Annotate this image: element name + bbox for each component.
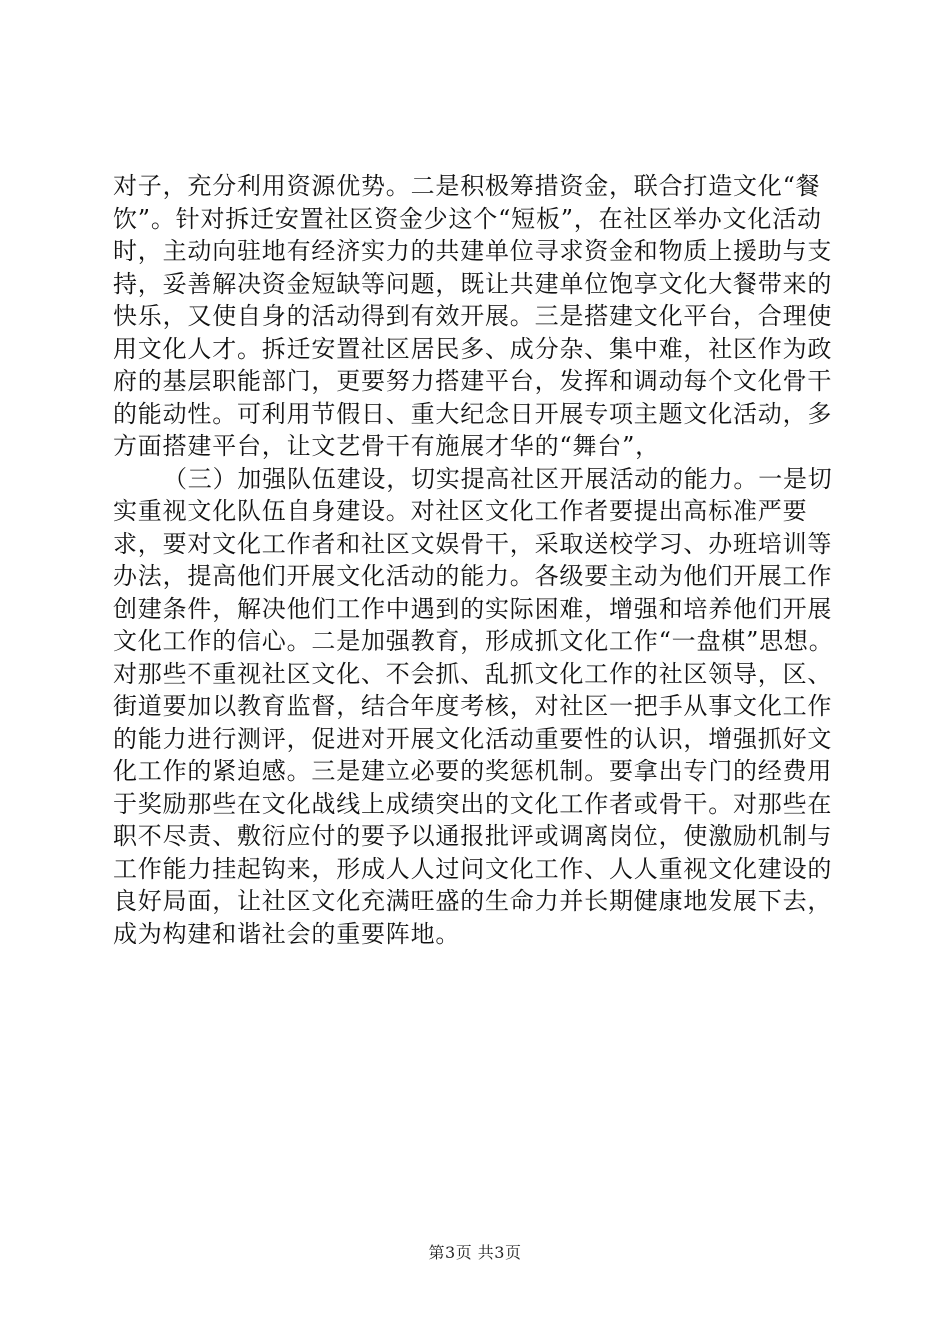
paragraph-continued: 对子，充分利用资源优势。二是积极筹措资金，联合打造文化“餐饮”。针对拆迁安置社区资金少这个“短板”，在社区举办文化活动时，主动向驻地有经济实力的共建单位寻求资金和物质上援助与支持，妥善解决资金短缺等问题，既让共建单位饱享文化大餐带来的快乐，又使自身的活动得到有效开展。三是搭建文化平台，合理使用文化人才。拆迁安置社区居民多、成分杂、集中难，社区作为政府的基层职能部门，更要努力搭建平台，发挥和调动每个文化骨干的能动性。可利用节假日、重大纪念日开展专项主题文化活动，多方面搭建平台，让文艺骨干有施展才华的“舞台”， bbox=[113, 172, 833, 460]
page-footer: 第3页 共3页 bbox=[428, 1243, 522, 1262]
paragraph-section-three: （三）加强队伍建设，切实提高社区开展活动的能力。一是切实重视文化队伍自身建设。对社区文化工作者要提出高标准严要求，要对文化工作者和社区文娱骨干，采取送校学习、办班培训等办法，提高他们开展文化活动的能力。各级要主动为他们开展工作创建条件，解决他们工作中遇到的实际困难，增强和培养他们开展文化工作的信心。二是加强教育，形成抓文化工作“一盘棋”思想。对那些不重视社区文化、不会抓、乱抓文化工作的社区领导，区、街道要加以教育监督，结合年度考核，对社区一把手从事文化工作的能力进行测评，促进对开展文化活动重要性的认识，增强抓好文化工作的紧迫感。三是建立必要的奖惩机制。要拿出专门的经费用于奖励那些在文化战线上成绩突出的文化工作者或骨干。对那些在职不尽责、敷衍应付的要予以通报批评或调离岗位，使激励机制与工作能力挂起钩来，形成人人过问文化工作、人人重视文化建设的良好局面，让社区文化充满旺盛的生命力并长期健康地发展下去，成为构建和谐社会的重要阵地。 bbox=[113, 464, 834, 948]
document-body bbox=[113, 170, 853, 950]
